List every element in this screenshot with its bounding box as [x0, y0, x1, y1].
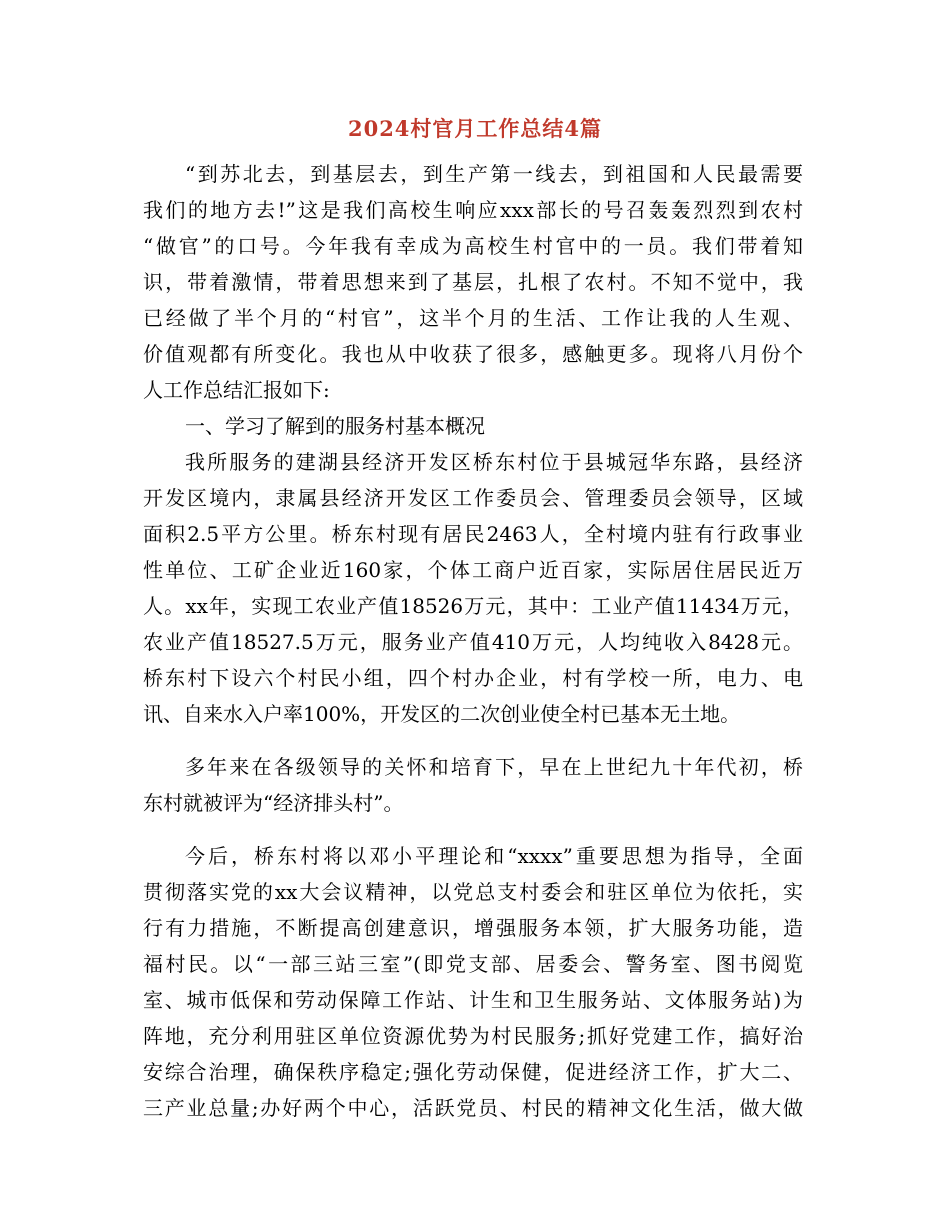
paragraph-line: 东村就被评为“经济排头村”。 [143, 791, 404, 815]
paragraph-line: 我们的地方去!”这是我们高校生响应xxx部长的号召轰轰烈烈到农村 [143, 198, 803, 222]
paragraph-line: 桥东村下设六个村民小组，四个村办企业，村有学校一所，电力、电 [143, 666, 803, 690]
paragraph-line: “到苏北去，到基层去，到生产第一线去，到祖国和人民最需要 [185, 162, 803, 186]
paragraph-line: 阵地，充分利用驻区单位资源优势为村民服务;抓好党建工作，搞好治 [143, 1024, 803, 1048]
paragraph-line: 农业产值18527.5万元，服务业产值410万元，人均纯收入8428元。 [143, 630, 803, 654]
paragraph-line: 室、城市低保和劳动保障工作站、计生和卫生服务站、文体服务站)为 [143, 988, 803, 1012]
paragraph-line: 价值观都有所变化。我也从中收获了很多，感触更多。现将八月份个 [143, 342, 803, 366]
paragraph-line: “做官”的口号。今年我有幸成为高校生村官中的一员。我们带着知 [143, 234, 803, 258]
section-heading: 一、学习了解到的服务村基本概况 [185, 414, 485, 438]
paragraph-line: 福村民。以“一部三站三室”(即党支部、居委会、警务室、图书阅览 [143, 952, 803, 976]
paragraph-line: 人。xx年，实现工农业产值18526万元，其中：工业产值11434万元， [143, 594, 803, 618]
paragraph-line: 性单位、工矿企业近160家，个体工商户近百家，实际居住居民近万 [143, 558, 803, 582]
paragraph-line: 今后，桥东村将以邓小平理论和“xxxx”重要思想为指导，全面 [185, 844, 803, 868]
paragraph-line: 贯彻落实党的xx大会议精神，以党总支村委会和驻区单位为依托，实 [143, 880, 803, 904]
paragraph-line: 开发区境内，隶属县经济开发区工作委员会、管理委员会领导，区域 [143, 486, 803, 510]
document-title: 2024村官月工作总结4篇 [347, 116, 603, 141]
paragraph-line: 三产业总量;办好两个中心，活跃党员、村民的精神文化生活，做大做 [143, 1096, 803, 1120]
paragraph-line: 多年来在各级领导的关怀和培育下，早在上世纪九十年代初，桥 [185, 755, 803, 779]
paragraph-line: 识，带着激情，带着思想来到了基层，扎根了农村。不知不觉中，我 [143, 270, 803, 294]
paragraph-line: 安综合治理，确保秩序稳定;强化劳动保健，促进经济工作，扩大二、 [143, 1060, 803, 1084]
paragraph-line: 讯、自来水入户率100%，开发区的二次创业使全村已基本无土地。 [143, 702, 741, 726]
paragraph-line: 我所服务的建湖县经济开发区桥东村位于县城冠华东路，县经济 [185, 450, 803, 474]
paragraph-line: 行有力措施，不断提高创建意识，增强服务本领，扩大服务功能，造 [143, 916, 803, 940]
paragraph-line: 面积2.5平方公里。桥东村现有居民2463人，全村境内驻有行政事业 [143, 522, 803, 546]
paragraph-line: 人工作总结汇报如下: [143, 378, 330, 402]
paragraph-line: 已经做了半个月的“村官”，这半个月的生活、工作让我的人生观、 [143, 306, 803, 330]
